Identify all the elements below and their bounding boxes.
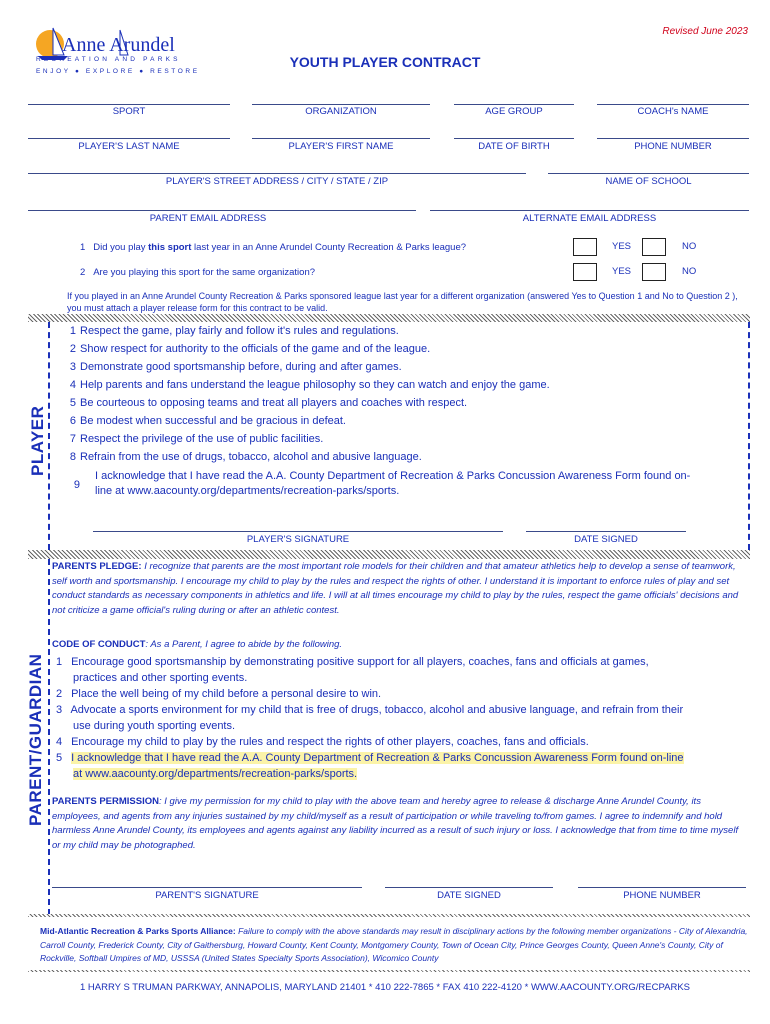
parent-code-rules <box>56 654 748 782</box>
player-date-line[interactable] <box>526 531 686 532</box>
parent-side-label: PARENT/GUARDIAN <box>26 653 45 826</box>
age-group-label: AGE GROUP <box>485 106 543 117</box>
first-name-label: PLAYER'S FIRST NAME <box>288 141 394 152</box>
last-name-label: PLAYER'S LAST NAME <box>78 141 180 152</box>
player-rule: 6 Be modest when successful and be gracious in defeat. <box>69 415 346 427</box>
age-group-line[interactable] <box>454 104 574 105</box>
q2-no-checkbox[interactable] <box>642 263 666 281</box>
sport-label: SPORT <box>112 106 146 117</box>
player-signature-label: PLAYER'S SIGNATURE <box>246 534 350 545</box>
first-name-line[interactable] <box>252 138 430 139</box>
player-signature-line[interactable] <box>93 531 503 532</box>
parent-email-label: PARENT EMAIL ADDRESS <box>149 213 267 224</box>
q2-yes-label: YES <box>612 266 632 277</box>
page-title: YOUTH PLAYER CONTRACT <box>289 54 481 70</box>
birth-date-line[interactable] <box>454 138 574 139</box>
revised-date: Revised June 2023 <box>662 26 748 37</box>
parents-pledge: PARENTS PLEDGE: I recognize that parents are the most important role models for their children and that amateur athletics help to develop a sense of teamwork, self worth and sportsmanship. I encourage my child to play by the rules and respect the rights of other. I understand it is important to enforce rules of play and set conduct standards as necessary components in athletics and life. I will at all times encourage my child to play by the rules, respect the game officials' decisions and not criticize a game official's ruling during or after an athletic contest. <box>52 561 739 616</box>
alliance-note: Mid-Atlantic Recreation & Parks Sports Alliance: Failure to comply with the above standards may result in disciplinary actions by the following member organizations - City of Alexandria, Carroll County, Frederick County, City of Gaithersburg, Howard County, Kent County, Montgomery County, Town of Ocean City, Prince Georges County, Queen Anne's County, City of Rockville, Softball Umpires of MD, USSSA (United States Specialty Sports Association), Wicomico County <box>40 926 748 963</box>
player-top-border <box>28 314 750 322</box>
player-rule-9: 9 I acknowledge that I have read the A.A. County Department of Recreation & Parks Concussion Awareness Form found on- line at www.aacounty.org/departments/recreation-parks/sports. <box>73 470 691 497</box>
player-right-border <box>748 322 750 550</box>
phone-line[interactable] <box>597 138 749 139</box>
player-rule: 4 Help parents and fans understand the league philosophy so they can watch and enjoy the game. <box>69 379 550 391</box>
code-rule-5-cont: at www.aacounty.org/departments/recreation-parks/sports. <box>73 768 358 780</box>
player-rules <box>62 322 742 466</box>
last-name-line[interactable] <box>28 138 230 139</box>
birth-date-label: DATE OF BIRTH <box>478 141 550 152</box>
question-2: 2 Are you playing this sport for the same organization? <box>80 267 316 278</box>
phone-label: PHONE NUMBER <box>634 141 712 152</box>
code-rule: 1 Encourage good sportsmanship by demonstrating positive support for all players, coaches, fans and officials at games, <box>56 656 649 668</box>
footer-divider <box>28 970 750 972</box>
logo-name: Anne Arundel <box>62 34 175 56</box>
parents-permission: PARENTS PERMISSION: I give my permission for my child to play with the above team and hereby agree to release & discharge Anne Arundel County, its employees, and agents from any injuries sustained by my child/myself as a result of participation or while traveling to/from games. I agree to indemnify and hold harmless Anne Arundel County, its employees and agents against any liability incurred as a result of such injury or loss. I acknowledge that from time to time myself or my child may be photographed. <box>52 796 739 851</box>
parent-bottom-border <box>28 914 750 917</box>
sport-line[interactable] <box>28 104 230 105</box>
coach-name-label: COACH's NAME <box>637 106 709 117</box>
player-rule: 1 Respect the game, play fairly and follow it's rules and regulations. <box>69 325 399 337</box>
code-rule-cont: practices and other sporting events. <box>73 672 248 684</box>
footer-address: 1 HARRY S TRUMAN PARKWAY, ANNAPOLIS, MARYLAND 21401 * 410 222-7865 * FAX 410 222-4120 * WWW.AACOUNTY.ORG/RECPARKS <box>79 982 690 993</box>
school-label: NAME OF SCHOOL <box>605 176 692 187</box>
organization-line[interactable] <box>252 104 430 105</box>
q1-no-label: NO <box>682 241 697 252</box>
q2-yes-checkbox[interactable] <box>573 263 597 281</box>
alt-email-line[interactable] <box>430 210 749 211</box>
parent-left-border <box>48 559 50 915</box>
parent-signature-label: PARENT'S SIGNATURE <box>155 890 259 901</box>
parent-phone-label: PHONE NUMBER <box>623 890 701 901</box>
player-rule: 5 Be courteous to opposing teams and treat all players and coaches with respect. <box>69 397 468 409</box>
parent-signature-line[interactable] <box>52 887 362 888</box>
q1-yes-label: YES <box>612 241 632 252</box>
q1-yes-checkbox[interactable] <box>573 238 597 256</box>
code-rule-cont: use during youth sporting events. <box>73 720 236 732</box>
q1-no-checkbox[interactable] <box>642 238 666 256</box>
address-label: PLAYER'S STREET ADDRESS / CITY / STATE / ZIP <box>165 176 389 187</box>
player-rule: 2 Show respect for authority to the officials of the game and of the league. <box>69 343 431 355</box>
parent-top-border <box>28 550 750 559</box>
q2-no-label: NO <box>682 266 697 277</box>
player-side-label: PLAYER <box>28 405 47 476</box>
code-rule: 3 Advocate a sports environment for my child that is free of drugs, tobacco, alcohol and abusive language, and refrain from their <box>56 704 684 716</box>
address-line[interactable] <box>28 173 526 174</box>
code-rule: 2 Place the well being of my child before a personal desire to win. <box>56 688 382 700</box>
parent-date-label: DATE SIGNED <box>437 890 501 901</box>
release-note: If you played in an Anne Arundel County Recreation & Parks sponsored league last year for a different organization (answered Yes to Question 1 and No to Question 2 ), you must attach a player release form for this contract to be valid. <box>67 291 738 313</box>
parent-date-line[interactable] <box>385 887 553 888</box>
parent-email-line[interactable] <box>28 210 416 211</box>
question-1: 1 Did you play this sport last year in an Anne Arundel County Recreation & Parks league? <box>80 242 467 253</box>
code-rule: 4 Encourage my child to play by the rules and respect the rights of other players, coaches, fans and officials. <box>56 736 589 748</box>
organization-label: ORGANIZATION <box>305 106 377 117</box>
school-line[interactable] <box>548 173 749 174</box>
player-rule: 3 Demonstrate good sportsmanship before, during and after games. <box>69 361 402 373</box>
parent-phone-line[interactable] <box>578 887 746 888</box>
player-left-border <box>48 322 50 550</box>
code-rule-5: 5 I acknowledge that I have read the A.A. County Department of Recreation & Parks Concussion Awareness Form found on-line <box>56 752 684 764</box>
player-date-label: DATE SIGNED <box>574 534 638 545</box>
coach-name-line[interactable] <box>597 104 749 105</box>
logo-subtitle: RECREATION AND PARKS <box>36 56 181 63</box>
logo-tagline: ENJOY ● EXPLORE ● RESTORE <box>36 68 200 75</box>
code-of-conduct-heading: CODE OF CONDUCT: As a Parent, I agree to abide by the following. <box>52 639 343 650</box>
player-rule: 7 Respect the privilege of the use of public facilities. <box>69 433 324 445</box>
alt-email-label: ALTERNATE EMAIL ADDRESS <box>522 213 657 224</box>
player-rule: 8 Refrain from the use of drugs, tobacco, alcohol and abusive language. <box>69 451 422 463</box>
